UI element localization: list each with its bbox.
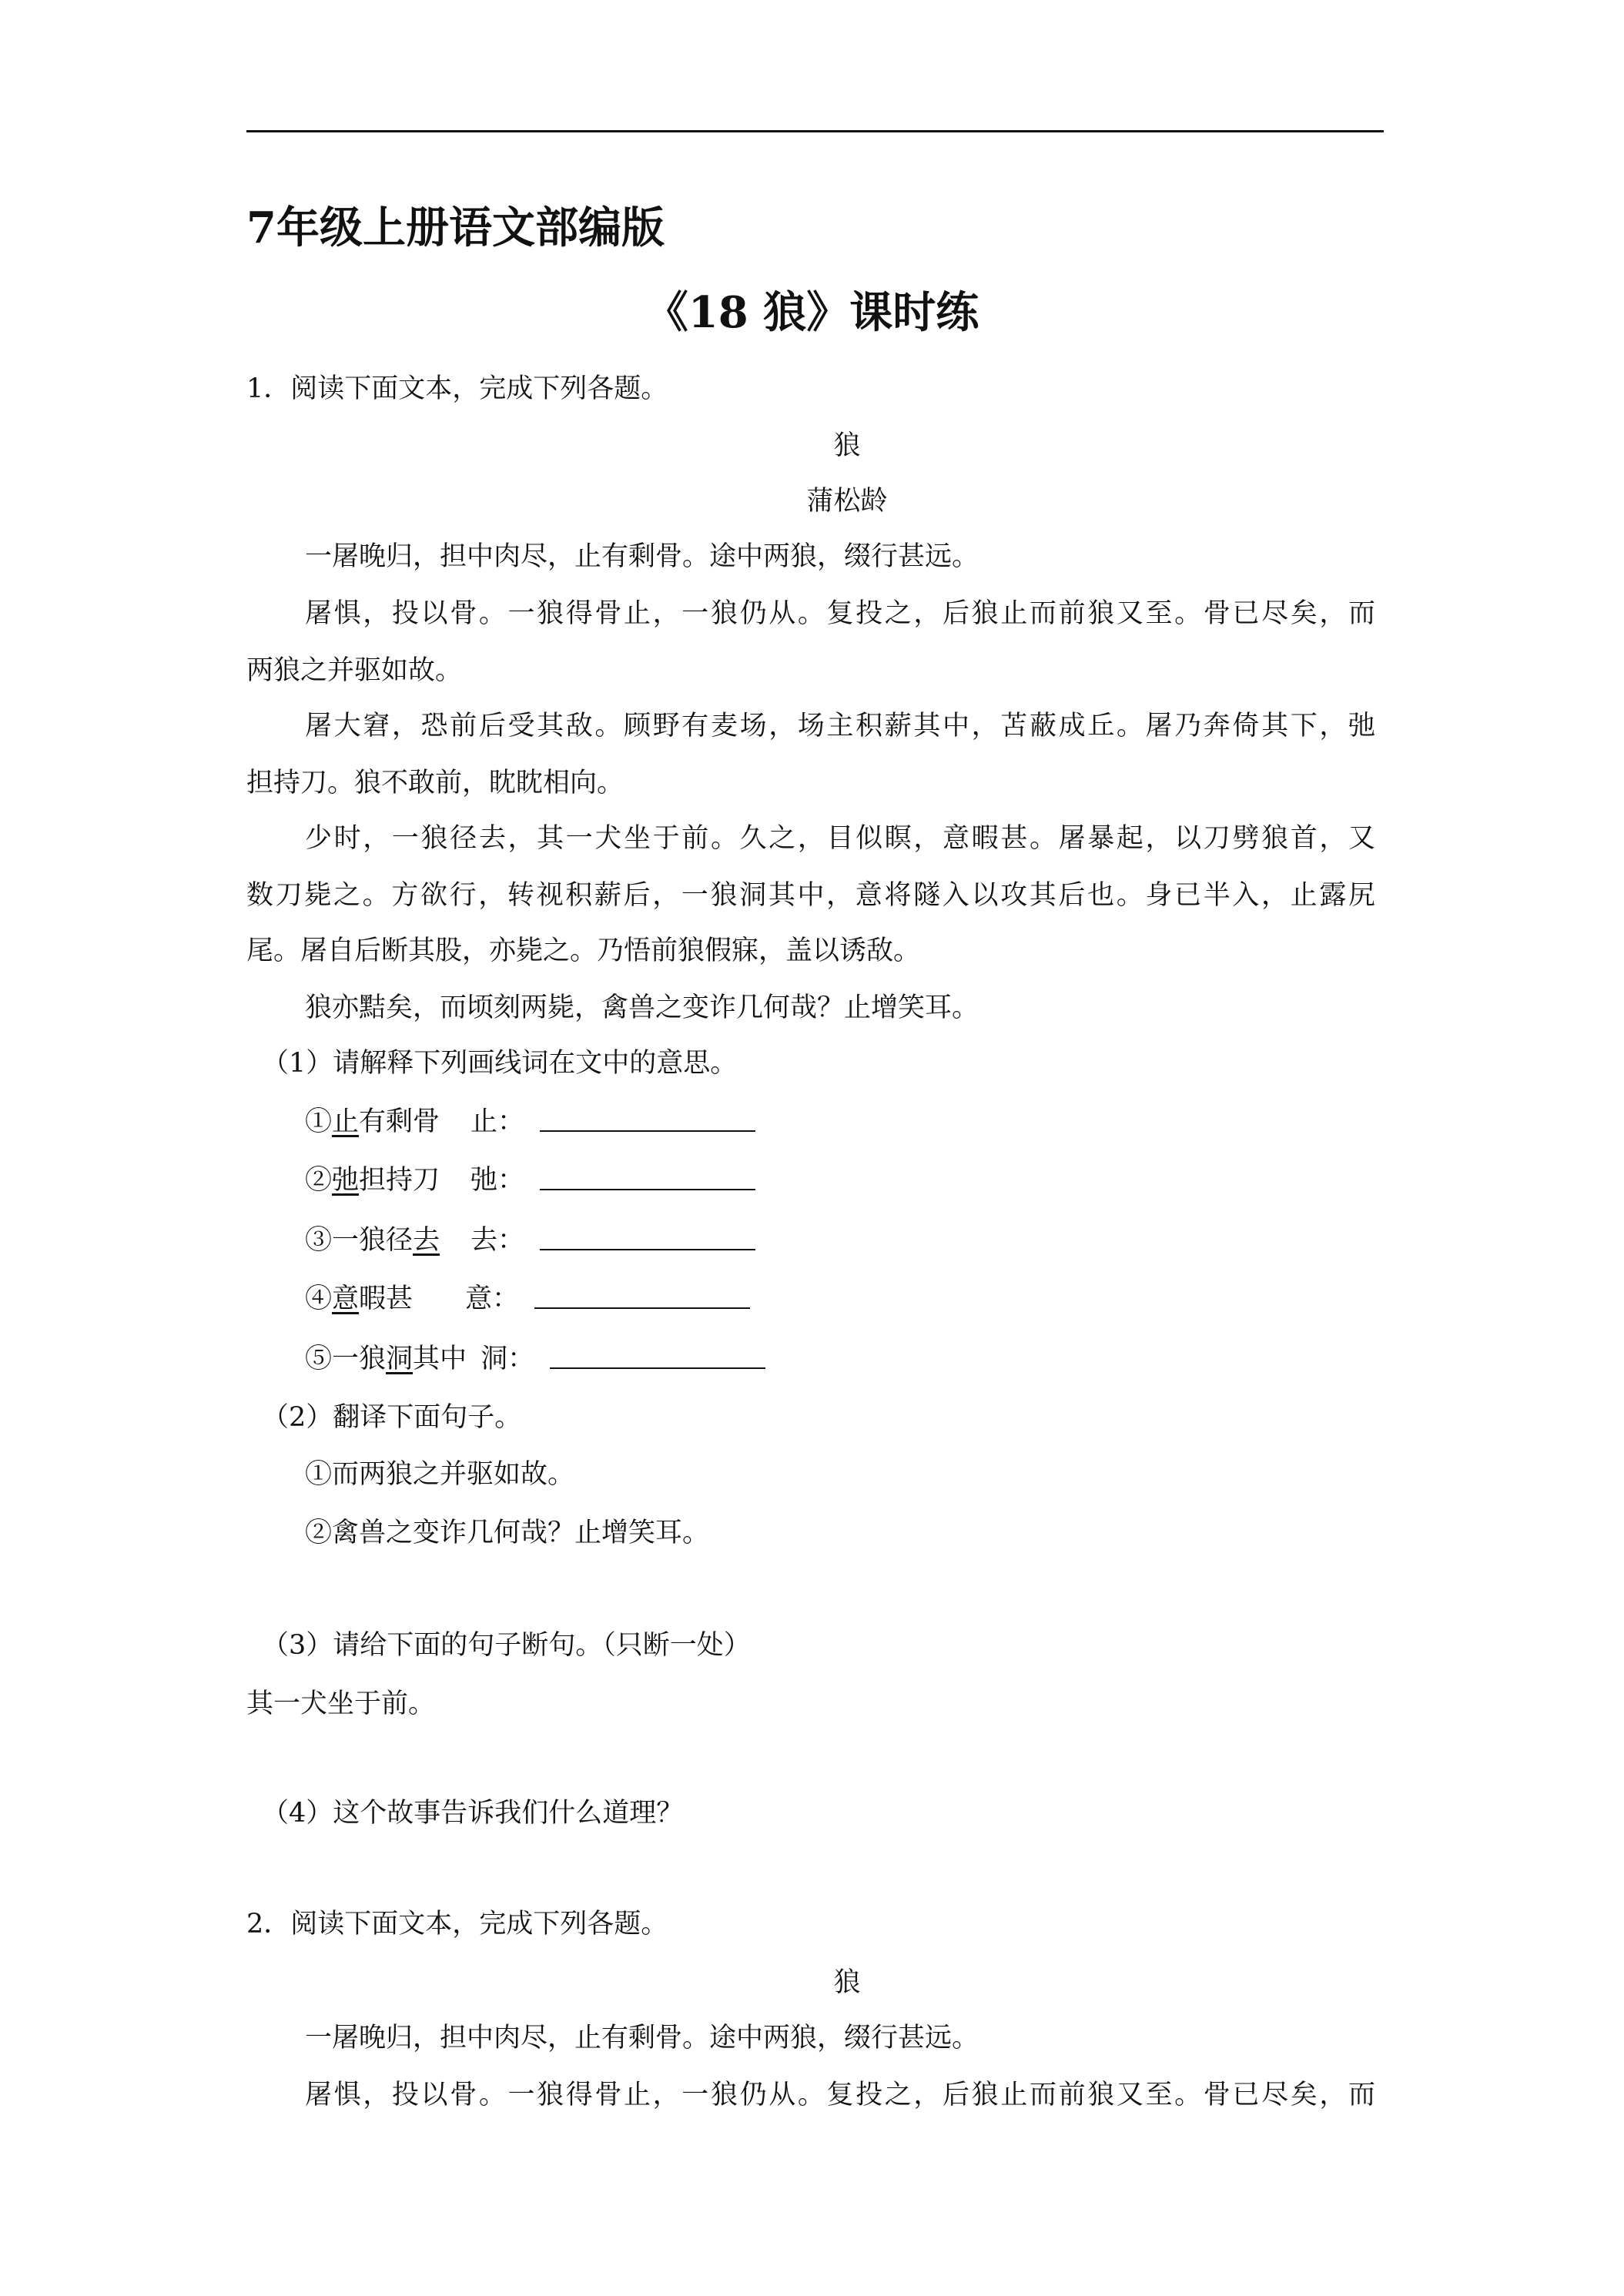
q1-sub2-prompt: （2）翻译下面句子。 xyxy=(262,1402,522,1433)
q1-sub1-item-3: ③一狼径去 去： xyxy=(305,1221,755,1260)
q1-passage-line: 少时，一狼径去，其一犬坐于前。久之，目似瞑，意暇甚。屠暴起，以刀劈狼首，又 xyxy=(305,823,1375,854)
q1-sub1-item-4: ④意暇甚 意： xyxy=(305,1280,750,1318)
q1-sub3-sentence: 其一犬坐于前。 xyxy=(246,1689,436,1719)
q1-passage-line: 尾。屠自后断其股，亦毙之。乃悟前狼假寐，盖以诱敌。 xyxy=(246,935,921,966)
header-rule xyxy=(246,130,1384,132)
q1-author: 蒲松龄 xyxy=(806,486,888,517)
q1-sub3-prompt: （3）请给下面的句子断句。（只断一处） xyxy=(262,1630,751,1661)
answer-blank[interactable] xyxy=(540,1104,755,1132)
q1-stem: 1．阅读下面文本，完成下列各题。 xyxy=(246,373,668,404)
underlined-word: 止 xyxy=(332,1106,360,1137)
answer-blank[interactable] xyxy=(550,1341,765,1369)
q1-sub1-item-5: ⑤一狼洞其中 洞： xyxy=(305,1340,765,1378)
q1-passage-line: 狼亦黠矣，而顷刻两毙，禽兽之变诈几何哉？止增笑耳。 xyxy=(305,992,979,1023)
q2-passage-line: 屠惧，投以骨。一狼得骨止，一狼仍从。复投之，后狼止而前狼又至。骨已尽矣，而 xyxy=(305,2080,1375,2110)
underlined-word: 弛 xyxy=(332,1165,360,1196)
q1-sub4-prompt: （4）这个故事告诉我们什么道理？ xyxy=(262,1798,684,1829)
q1-passage-line: 两狼之并驱如故。 xyxy=(246,655,463,686)
q1-sub1-item-1: ①止有剩骨 止： xyxy=(305,1103,755,1141)
q2-passage-line: 一屠晚归，担中肉尽，止有剩骨。途中两狼，缀行甚远。 xyxy=(305,2023,979,2053)
underlined-word: 洞 xyxy=(386,1344,414,1374)
answer-blank[interactable] xyxy=(534,1281,750,1309)
q1-passage-line: 屠惧，投以骨。一狼得骨止，一狼仍从。复投之，后狼止而前狼又至。骨已尽矣，而 xyxy=(305,598,1375,629)
q1-sub2-sentence-1: ①而两狼之并驱如故。 xyxy=(305,1459,575,1490)
q1-passage-line: 一屠晚归，担中肉尽，止有剩骨。途中两狼，缀行甚远。 xyxy=(305,541,979,572)
answer-blank[interactable] xyxy=(540,1223,755,1250)
q1-sub1-prompt: （1）请解释下列画线词在文中的意思。 xyxy=(262,1048,738,1079)
q1-passage-title: 狼 xyxy=(833,430,861,461)
q1-sub2-sentence-2: ②禽兽之变诈几何哉？止增笑耳。 xyxy=(305,1518,710,1548)
q1-passage-line: 担持刀。狼不敢前，眈眈相向。 xyxy=(246,768,624,798)
q2-stem: 2．阅读下面文本，完成下列各题。 xyxy=(246,1909,668,1940)
q1-sub1-item-2: ②弛担持刀 弛： xyxy=(305,1161,755,1200)
underlined-word: 去 xyxy=(413,1225,440,1256)
underlined-word: 意 xyxy=(332,1284,360,1314)
grade-heading: 7年级上册语文部编版 xyxy=(246,202,665,253)
q1-passage-line: 屠大窘，恐前后受其敌。顾野有麦场，场主积薪其中，苫蔽成丘。屠乃奔倚其下，弛 xyxy=(305,711,1375,741)
answer-blank[interactable] xyxy=(540,1163,755,1190)
q1-passage-line: 数刀毙之。方欲行，转视积薪后，一狼洞其中，意将隧入以攻其后也。身已半入，止露尻 xyxy=(246,880,1375,911)
q2-passage-title: 狼 xyxy=(833,1967,861,1998)
page-title: 《18 狼》课时练 xyxy=(645,287,979,338)
